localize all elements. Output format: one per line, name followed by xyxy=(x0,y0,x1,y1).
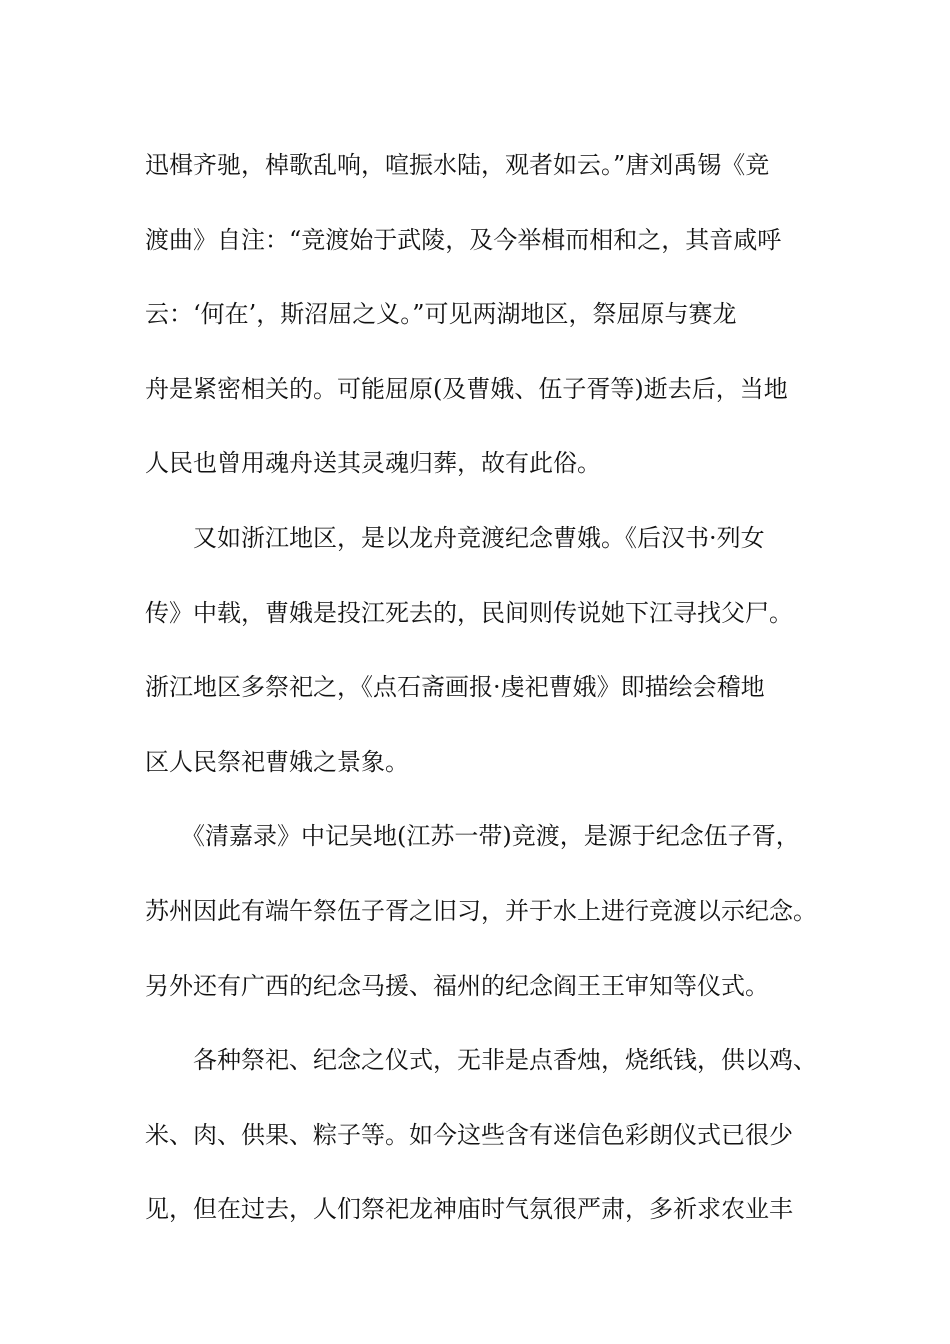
text-line: 人民也曾用魂舟送其灵魂归葬，故有此俗。 xyxy=(145,449,601,478)
text-line: 《清嘉录》中记吴地(江苏一带)竞渡，是源于纪念伍子胥， xyxy=(145,822,800,851)
text-line: 舟是紧密相关的。可能屈原(及曹娥、伍子胥等)逝去后，当地 xyxy=(145,374,788,403)
body-text xyxy=(145,128,825,1247)
text-line: 苏州因此有端午祭伍子胥之旧习，并于水上进行竞渡以示纪念。 xyxy=(145,896,817,925)
text-line: 区人民祭祀曹娥之景象。 xyxy=(145,747,409,776)
text-line: 另外还有广西的纪念马援、福州的纪念阎王王审知等仪式。 xyxy=(145,971,769,1000)
text-line: 米、肉、供果、粽子等。如今这些含有迷信色彩朗仪式已很少 xyxy=(145,1120,793,1149)
text-line: 浙江地区多祭祀之，《点石斋画报·虔祀曹娥》即描绘会稽地 xyxy=(145,673,765,702)
text-line: 各种祭祀、纪念之仪式，无非是点香烛，烧纸钱，供以鸡、 xyxy=(145,1046,817,1075)
text-line: 云：‘何在’，斯沼屈之义。”可见两湖地区，祭屈原与赛龙 xyxy=(145,300,737,329)
text-line: 迅楫齐驰，棹歌乱响，喧振水陆，观者如云。”唐刘禹锡《竞 xyxy=(145,151,770,179)
text-line: 见，但在过去，人们祭祀龙神庙时气氛很严肃，多祈求农业丰 xyxy=(145,1195,793,1224)
text-line: 渡曲》自注：“竞渡始于武陵，及今举楫而相和之，其音咸呼 xyxy=(145,225,782,254)
text-line: 传》中载，曹娥是投江死去的，民间则传说她下江寻找父尸。 xyxy=(145,598,793,627)
text-line: 又如浙江地区，是以龙舟竞渡纪念曹娥。《后汉书·列女 xyxy=(145,523,765,552)
